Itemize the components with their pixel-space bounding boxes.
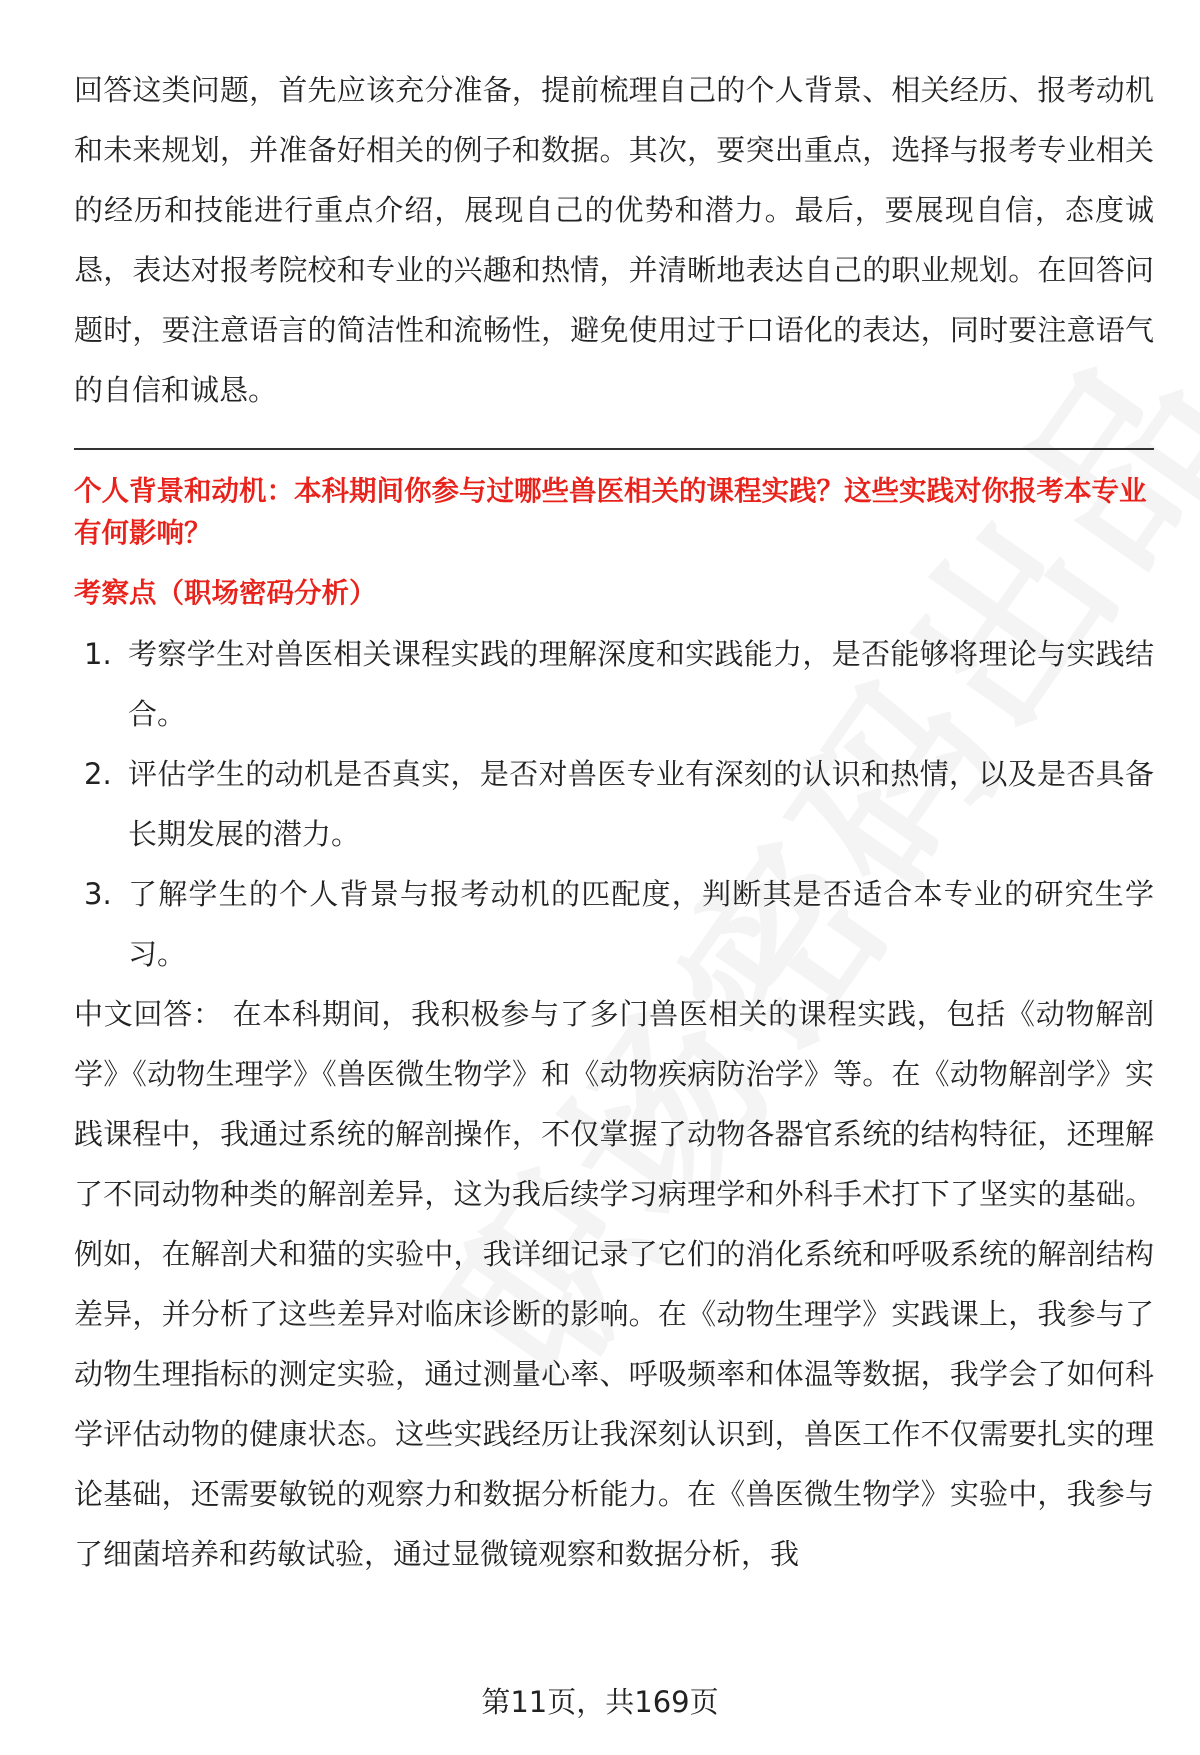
exam-points-heading: 考察点（职场密码分析） <box>74 577 377 609</box>
exam-point <box>74 744 1154 864</box>
page-number: 第11页，共169页 <box>481 1685 719 1719</box>
exam-point-text: 评估学生的动机是否真实，是否对兽医专业有深刻的认识和热情，以及是否具备长期发展的潜力。 <box>128 757 1154 851</box>
exam-point <box>74 864 1154 984</box>
answer-paragraph: 中文回答： 在本科期间，我积极参与了多门兽医相关的课程实践，包括《动物解剖学》《动物生理学》《兽医微生物学》和《动物疾病防治学》等。在《动物解剖学》实践课程中，我通过系统的解剖操作，不仅掌握了动物各器官系统的结构特征，还理解了不同动物种类的解剖差异，这为我后续学习病理学和外科手术打下了坚实的基础。例如，在解剖犬和猫的实验中，我详细记录了它们的消化系统和呼吸系统的解剖结构差异，并分析了这些差异对临床诊断的影响。在《动物生理学》实践课上，我参与了动物生理指标的测定实验，通过测量心率、呼吸频率和体温等数据，我学会了如何科学评估动物的健康状态。这些实践经历让我深刻认识到，兽医工作不仅需要扎实的理论基础，还需要敏锐的观察力和数据分析能力。在《兽医微生物学》实验中，我参与了细菌培养和药敏试验，通过显微镜观察和数据分析，我 <box>74 997 1154 1571</box>
exam-point-text: 考察学生对兽医相关课程实践的理解深度和实践能力，是否能够将理论与实践结合。 <box>128 637 1154 731</box>
exam-points-list <box>74 624 1154 984</box>
list-number: 3. <box>84 877 112 911</box>
intro-paragraph: 回答这类问题，首先应该充分准备，提前梳理自己的个人背景、相关经历、报考动机和未来规划，并准备好相关的例子和数据。其次，要突出重点，选择与报考专业相关的经历和技能进行重点介绍，展现自己的优势和潜力。最后，要展现自信，态度诚恳，表达对报考院校和专业的兴趣和热情，并清晰地表达自己的职业规划。在回答问题时，要注意语言的简洁性和流畅性，避免使用过于口语化的表达，同时要注意语气的自信和诚恳。 <box>74 73 1154 407</box>
question-title: 个人背景和动机：本科期间你参与过哪些兽医相关的课程实践？这些实践对你报考本专业有何影响？ <box>74 475 1147 549</box>
exam-point <box>74 624 1154 744</box>
document-content <box>74 60 1154 1584</box>
list-number: 2. <box>84 757 112 791</box>
section-divider <box>74 448 1154 450</box>
list-number: 1. <box>84 637 112 671</box>
exam-point-text: 了解学生的个人背景与报考动机的匹配度，判断其是否适合本专业的研究生学习。 <box>128 877 1154 971</box>
